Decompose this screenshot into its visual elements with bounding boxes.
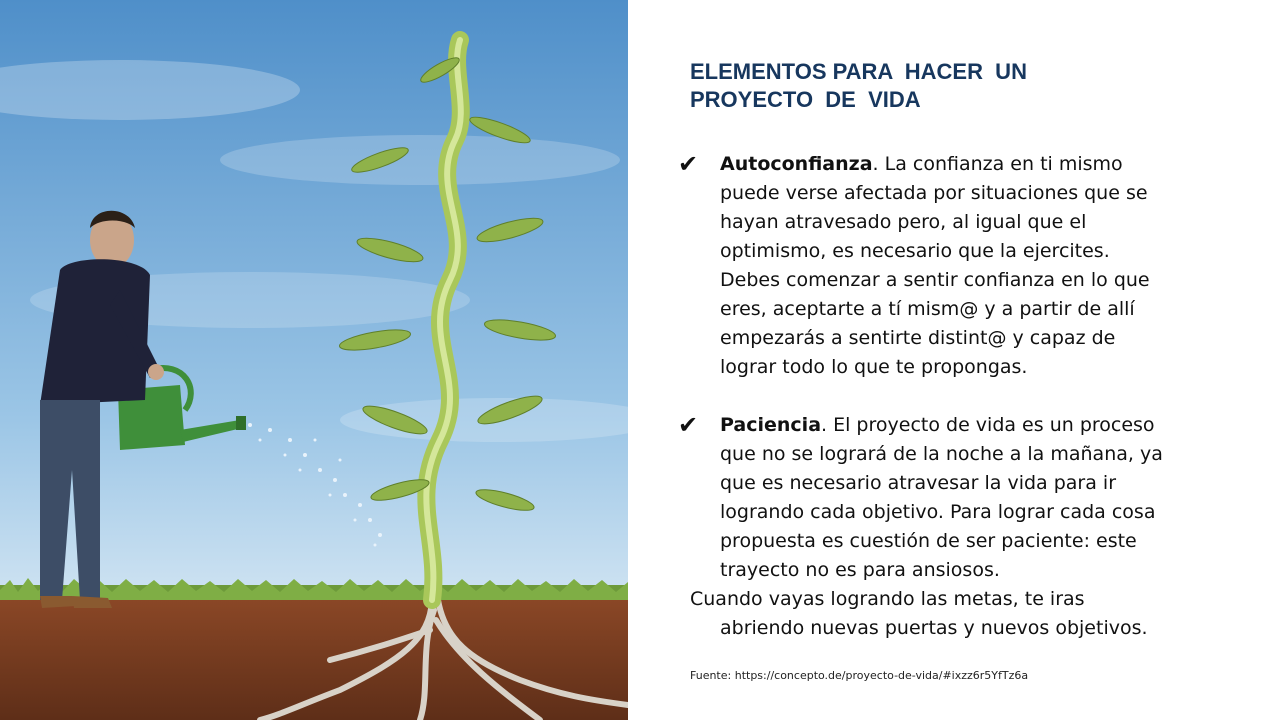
- checkmark-icon: ✔: [678, 411, 699, 439]
- closing-text: Cuando vayas logrando las metas, te iras abriendo nuevas puertas y nuevos objetivos.: [690, 588, 1148, 639]
- bullet-term: Autoconfianza: [720, 153, 873, 175]
- man-watering-plant-image: [0, 0, 628, 720]
- source-citation: Fuente: https://concepto.de/proyecto-de-vida/#ixzz6r5YfTz6a: [690, 669, 1029, 682]
- content-list: [678, 150, 1170, 643]
- list-item-autoconfianza: [678, 150, 1170, 382]
- bullet-paragraph: [720, 411, 1170, 585]
- checkmark-icon: ✔: [678, 150, 699, 178]
- illustration: [0, 0, 628, 720]
- list-item-paciencia: [678, 411, 1170, 585]
- bullet-term: Paciencia: [720, 414, 822, 436]
- slide-title: ELEMENTOS PARA HACER UN PROYECTO DE VIDA: [690, 59, 1027, 112]
- bullet-paragraph: [720, 150, 1170, 382]
- bullet-text: . La confianza en ti mismo puede verse afectada por situaciones que se hayan atravesado pero, al igual que el optimismo, es necesario que la ejercites. Debes comenzar a sentir confianza en lo que eres, aceptarte a tí mism@ y a partir de allí empezarás a sentirte distint@ y capaz de lograr todo lo que te propongas.: [720, 153, 1150, 378]
- bullet-text: . El proyecto de vida es un proceso que no se logrará de la noche a la mañana, ya que es necesario atravesar la vida para ir logrando cada objetivo. Para lograr cada cosa propuesta es cuestión de ser paciente: este trayecto no es para ansiosos.: [720, 414, 1163, 581]
